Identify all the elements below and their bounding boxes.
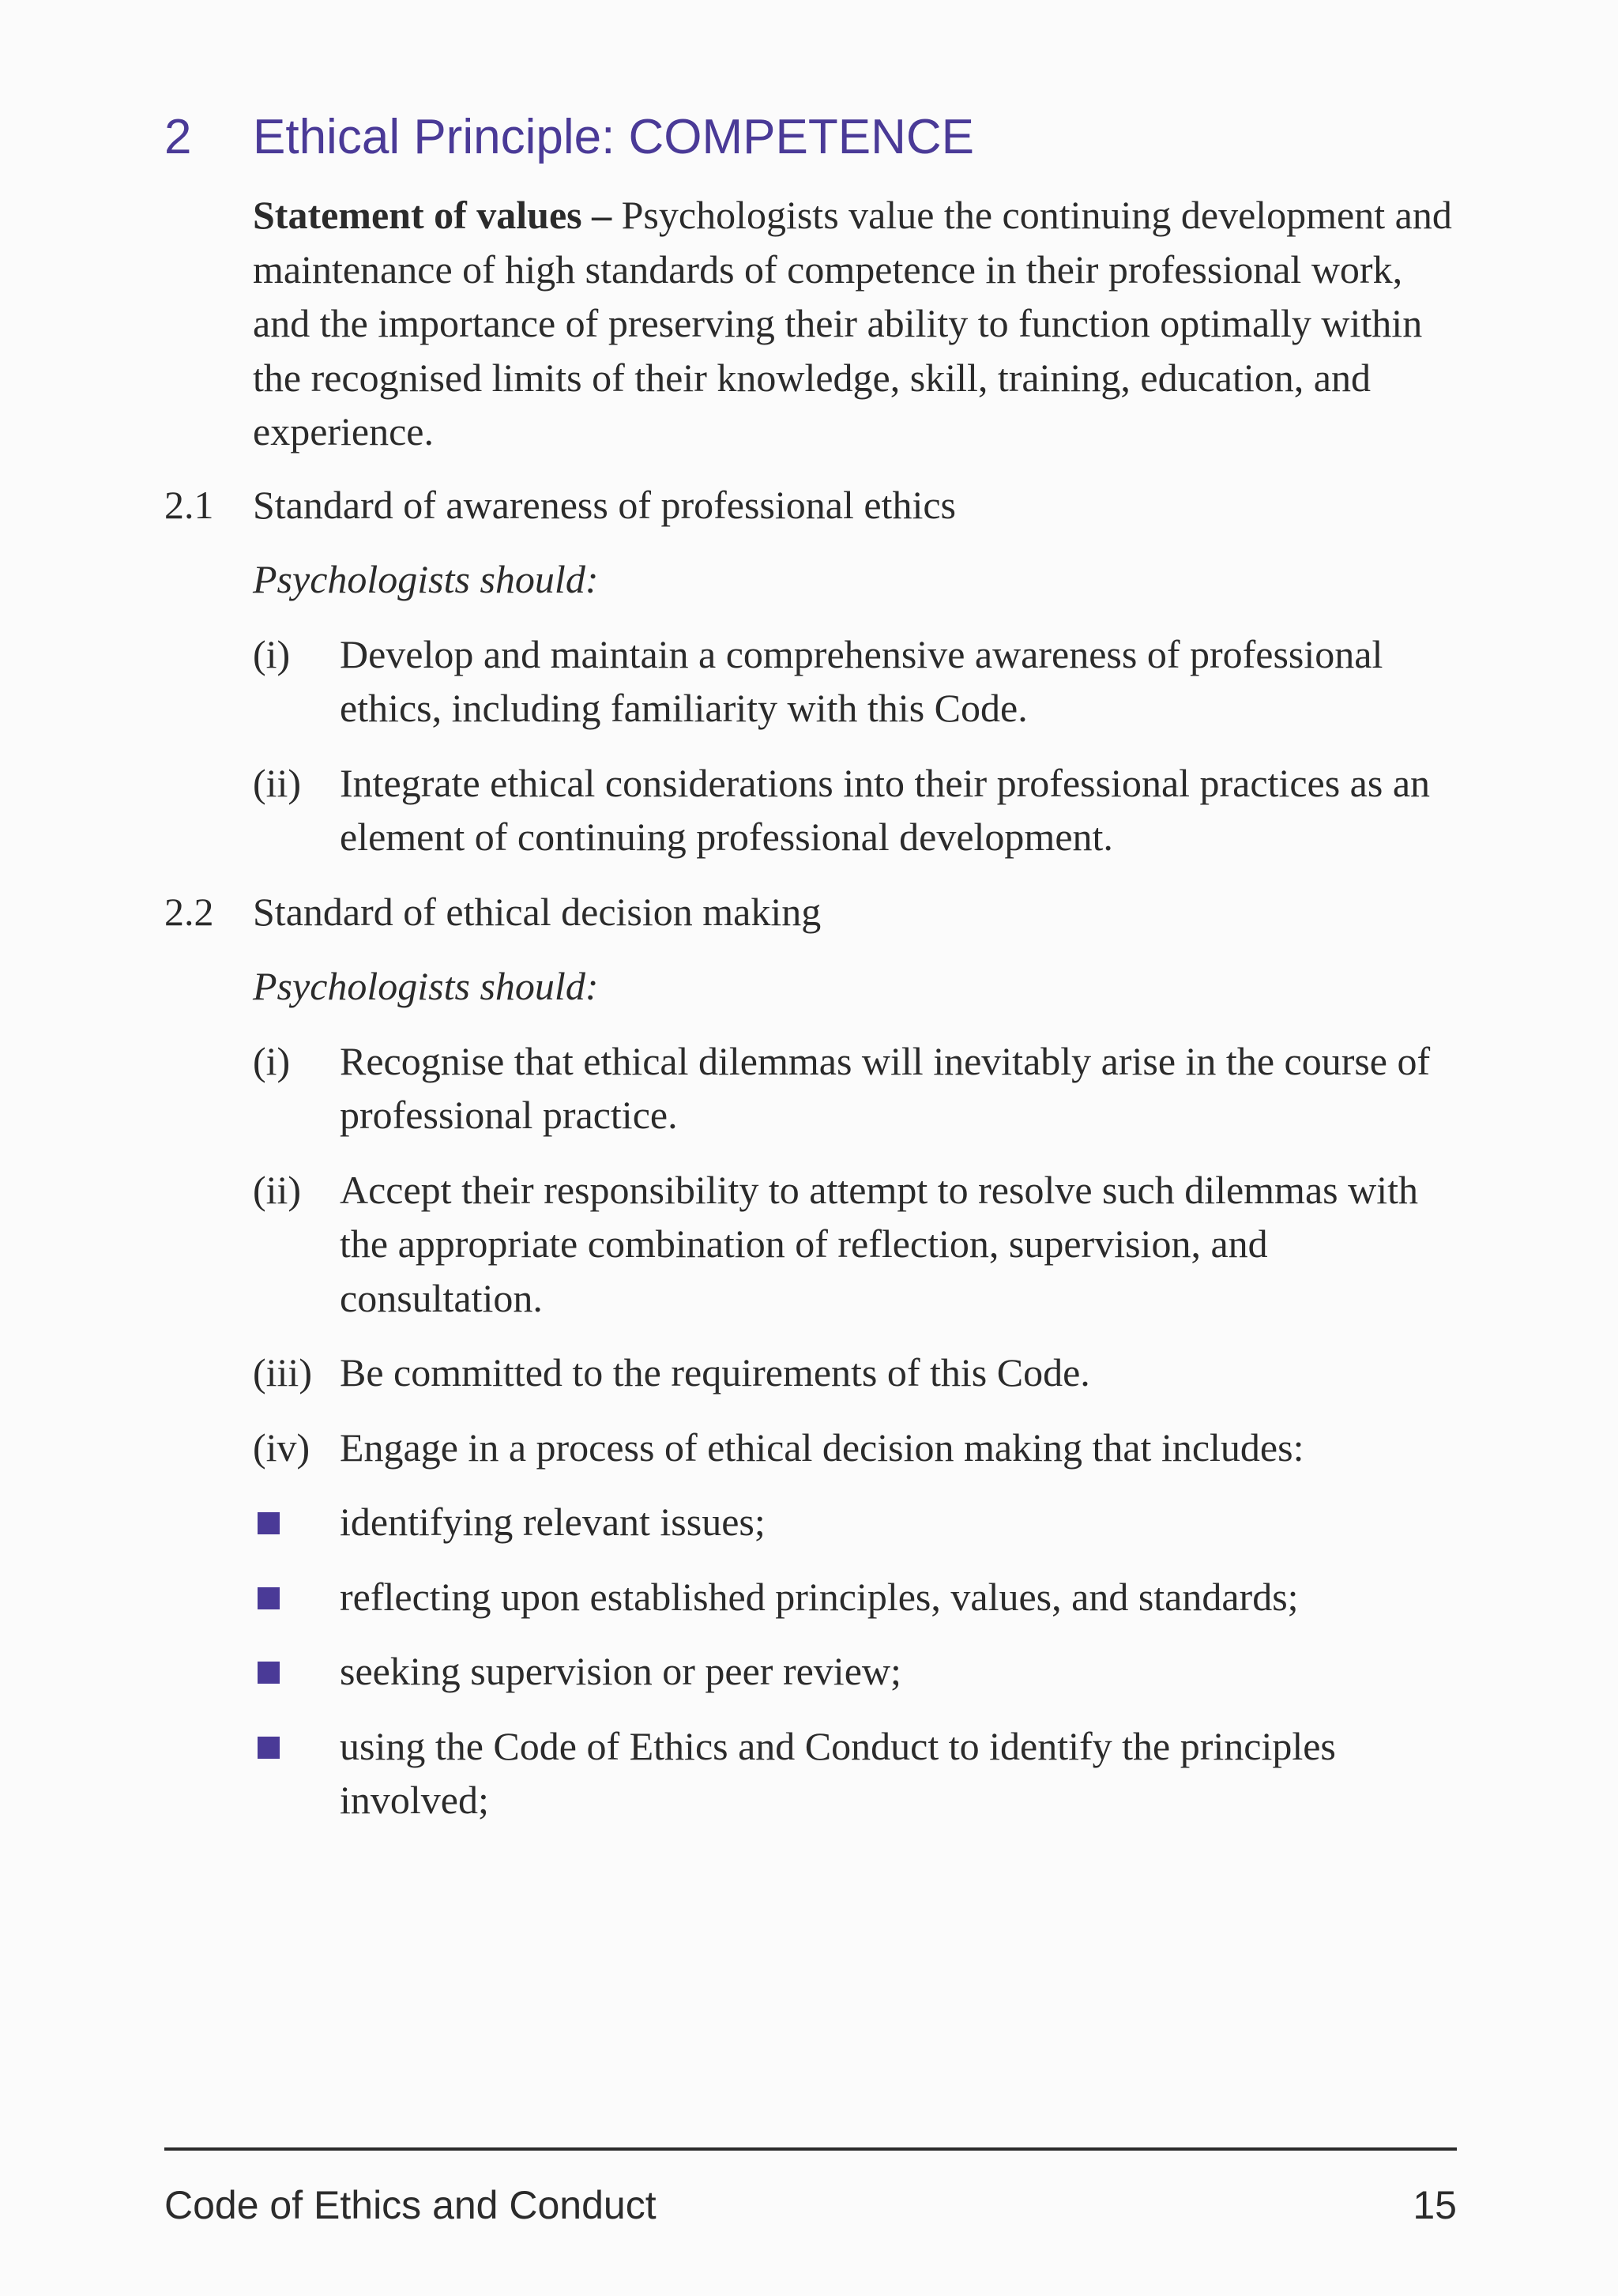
footer-title: Code of Ethics and Conduct [164,2183,657,2227]
square-bullet-icon [253,1719,340,1827]
item-text: Be committed to the requirements of this Code. [340,1350,1090,1395]
item-marker: (ii) [253,1167,302,1212]
item-marker: (ii) [253,760,302,805]
item-text: Develop and maintain a comprehensive awareness of professional ethics, including familiarity with this Code. [340,631,1383,730]
standard-number: 2.2 [164,889,214,934]
standard-number: 2.1 [164,482,214,527]
item-marker: (iii) [253,1350,312,1395]
bullet-item [164,1495,1460,1549]
bullet-item [164,1719,1460,1827]
item-text: Integrate ethical considerations into their professional practices as an element of continuing professional development. [340,760,1431,859]
statement-text: Psychologists value the continuing development and maintenance of high standards of competence in their professional work, and the importance of preserving their ability to function optimally within the recognised limits of their knowledge, skill, training, education, and experience. [253,193,1452,454]
list-item [164,1163,1460,1326]
page-number: 15 [1413,2183,1457,2227]
bullet-item [164,1570,1460,1624]
statement-of-values [164,188,1460,459]
bullet-item [164,1644,1460,1699]
section-title: Ethical Principle: COMPETENCE [253,110,975,164]
standard-intro: Psychologists should: [253,557,599,601]
standard-intro: Psychologists should: [253,964,599,1008]
bullet-text: reflecting upon established principles, values, and standards; [340,1574,1299,1619]
section-number: 2 [164,110,192,164]
item-marker: (i) [253,1038,291,1083]
list-item [164,627,1460,736]
standard-2-1-heading [164,478,1460,533]
bullet-text: using the Code of Ethics and Conduct to identify the principles involved; [340,1723,1336,1822]
item-marker: (i) [253,631,291,676]
bullet-text: identifying relevant issues; [340,1500,766,1544]
statement-lead: Statement of values – [253,193,612,237]
standard-2-2-heading [164,885,1460,939]
standard-title: Standard of awareness of professional ethics [253,482,956,527]
standard-title: Standard of ethical decision making [253,889,822,934]
item-text: Accept their responsibility to attempt to resolve such dilemmas with the appropriate combination of reflection, supervision, and consultation. [340,1167,1418,1320]
square-bullet-icon [253,1644,340,1699]
square-bullet-icon [253,1495,340,1549]
list-item [164,1034,1460,1142]
list-item [164,1346,1460,1400]
item-marker: (iv) [253,1425,310,1470]
list-item [164,1421,1460,1475]
footer-divider [164,2147,1457,2151]
item-text: Engage in a process of ethical decision making that includes: [340,1425,1304,1470]
square-bullet-icon [253,1570,340,1624]
document-body [164,188,1460,1848]
bullet-text: seeking supervision or peer review; [340,1649,901,1693]
item-text: Recognise that ethical dilemmas will inevitably arise in the course of professional practice. [340,1038,1431,1137]
list-item [164,756,1460,864]
